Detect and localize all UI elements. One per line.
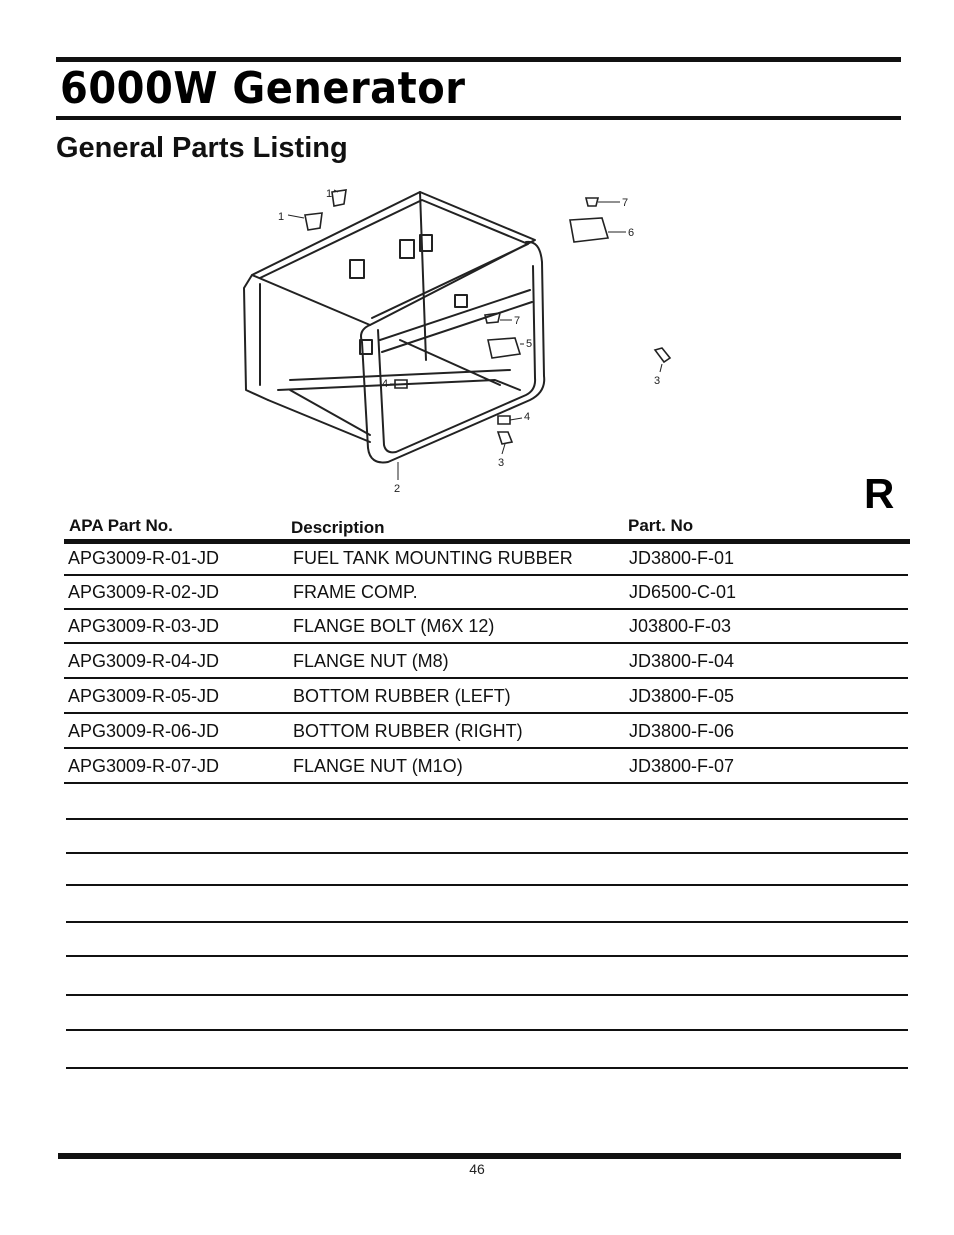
footer-rule	[58, 1153, 901, 1159]
column-header-apa-part-no: APA Part No.	[69, 516, 173, 535]
apa-part-number: APG3009-R-01-JD	[68, 548, 220, 568]
nut-part-7a	[586, 198, 598, 206]
callout-4b: 4	[524, 411, 531, 423]
manufacturer-part-number: J03800-F-03	[629, 616, 732, 636]
blank-row-line	[66, 852, 908, 854]
row-divider	[64, 642, 908, 644]
manufacturer-part-number: JD3800-F-01	[629, 548, 735, 568]
part-description: FLANGE BOLT (M6X 12)	[293, 616, 495, 636]
column-header-description: Description	[291, 518, 385, 537]
rubber-part-1b	[332, 190, 346, 206]
manufacturer-part-number: JD3800-F-04	[629, 651, 735, 671]
apa-part-number: APG3009-R-05-JD	[68, 686, 220, 706]
manufacturer-part-number: JD3800-F-07	[629, 756, 735, 776]
table-row	[64, 645, 908, 679]
row-divider	[64, 782, 908, 784]
rubber-part-1a	[305, 213, 322, 230]
bolt-part-3b	[498, 432, 512, 444]
callout-5: 5	[526, 338, 533, 350]
part-description: BOTTOM RUBBER (RIGHT)	[293, 721, 523, 741]
blank-row-line	[66, 921, 908, 923]
blank-row-line	[66, 1029, 908, 1031]
callout-1b: 1	[326, 188, 333, 200]
table-row	[64, 715, 908, 749]
blank-row-line	[66, 994, 908, 996]
part-description: FLANGE NUT (M1O)	[293, 756, 463, 776]
frame-exploded-diagram	[230, 180, 710, 500]
nut-part-7b	[485, 313, 500, 323]
page-number: 46	[469, 1161, 485, 1177]
blank-row-line	[66, 955, 908, 957]
table-row	[64, 542, 908, 576]
apa-part-number: APG3009-R-03-JD	[68, 616, 220, 636]
part-description: BOTTOM RUBBER (LEFT)	[293, 686, 511, 706]
nut-part-4b	[498, 416, 510, 424]
bolt-part-3a	[655, 348, 670, 362]
part-description: FUEL TANK MOUNTING RUBBER	[293, 548, 573, 568]
blank-row-line	[66, 1067, 908, 1069]
title-rule	[56, 116, 901, 120]
apa-part-number: APG3009-R-02-JD	[68, 582, 220, 602]
rubber-part-6	[570, 218, 608, 242]
top-rule	[56, 57, 901, 62]
row-divider	[64, 712, 908, 714]
callout-7a: 7	[622, 197, 629, 209]
callout-7b: 7	[514, 315, 521, 327]
manufacturer-part-number: JD6500-C-01	[629, 582, 737, 602]
table-row	[64, 610, 908, 644]
callout-1a: 1	[278, 211, 285, 223]
apa-part-number: APG3009-R-06-JD	[68, 721, 220, 741]
table-row	[64, 750, 908, 784]
table-row	[64, 576, 908, 610]
frame-drawing	[244, 192, 544, 462]
document-title: 6000W Generator	[60, 64, 466, 114]
table-row	[64, 680, 908, 714]
callout-3b: 3	[498, 457, 505, 469]
section-letter: R	[864, 470, 895, 517]
section-title: General Parts Listing	[56, 132, 348, 164]
rubber-part-5	[488, 338, 520, 358]
callout-4a: 4	[382, 378, 389, 390]
callout-3a: 3	[654, 375, 661, 387]
callout-2: 2	[394, 483, 401, 495]
column-header-part-no: Part. No	[628, 516, 694, 535]
apa-part-number: APG3009-R-07-JD	[68, 756, 220, 776]
part-description: FRAME COMP.	[293, 582, 418, 602]
manufacturer-part-number: JD3800-F-06	[629, 721, 735, 741]
blank-row-line	[66, 884, 908, 886]
apa-part-number: APG3009-R-04-JD	[68, 651, 220, 671]
row-divider	[64, 677, 908, 679]
row-divider	[64, 747, 908, 749]
manufacturer-part-number: JD3800-F-05	[629, 686, 735, 706]
part-description: FLANGE NUT (M8)	[293, 651, 449, 671]
blank-row-line	[66, 818, 908, 820]
callout-6: 6	[628, 227, 635, 239]
